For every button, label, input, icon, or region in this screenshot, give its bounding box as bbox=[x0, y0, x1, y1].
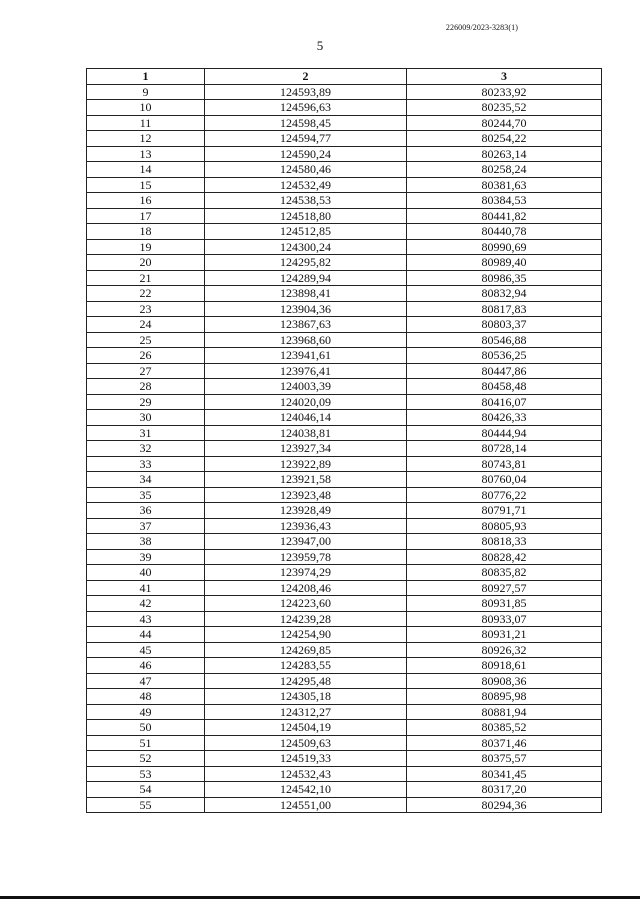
x-coordinate-cell: 124551,00 bbox=[205, 797, 407, 813]
x-coordinate-cell: 124519,33 bbox=[205, 751, 407, 767]
y-coordinate-cell: 80444,94 bbox=[407, 425, 602, 441]
x-coordinate-cell: 124295,48 bbox=[205, 673, 407, 689]
x-coordinate-cell: 123898,41 bbox=[205, 286, 407, 302]
table-row bbox=[87, 363, 602, 379]
y-coordinate-cell: 80384,53 bbox=[407, 193, 602, 209]
y-coordinate-cell: 80371,46 bbox=[407, 735, 602, 751]
y-coordinate-cell: 80881,94 bbox=[407, 704, 602, 720]
point-number-cell: 33 bbox=[87, 456, 205, 472]
table-row bbox=[87, 100, 602, 116]
x-coordinate-cell: 124289,94 bbox=[205, 270, 407, 286]
x-coordinate-cell: 124312,27 bbox=[205, 704, 407, 720]
x-coordinate-cell: 124504,19 bbox=[205, 720, 407, 736]
point-number-cell: 9 bbox=[87, 84, 205, 100]
table-row bbox=[87, 782, 602, 798]
x-coordinate-cell: 124532,43 bbox=[205, 766, 407, 782]
point-number-cell: 37 bbox=[87, 518, 205, 534]
x-coordinate-cell: 124594,77 bbox=[205, 131, 407, 147]
y-coordinate-cell: 80989,40 bbox=[407, 255, 602, 271]
point-number-cell: 44 bbox=[87, 627, 205, 643]
y-coordinate-cell: 80908,36 bbox=[407, 673, 602, 689]
table-row bbox=[87, 735, 602, 751]
x-coordinate-cell: 124038,81 bbox=[205, 425, 407, 441]
coordinates-table bbox=[86, 68, 602, 813]
point-number-cell: 30 bbox=[87, 410, 205, 426]
y-coordinate-cell: 80918,61 bbox=[407, 658, 602, 674]
table-row bbox=[87, 146, 602, 162]
table-row bbox=[87, 131, 602, 147]
point-number-cell: 26 bbox=[87, 348, 205, 364]
table-row bbox=[87, 720, 602, 736]
column-header-2: 2 bbox=[205, 69, 407, 85]
point-number-cell: 40 bbox=[87, 565, 205, 581]
y-coordinate-cell: 80931,85 bbox=[407, 596, 602, 612]
point-number-cell: 39 bbox=[87, 549, 205, 565]
table-row bbox=[87, 518, 602, 534]
x-coordinate-cell: 124518,80 bbox=[205, 208, 407, 224]
y-coordinate-cell: 80832,94 bbox=[407, 286, 602, 302]
y-coordinate-cell: 80805,93 bbox=[407, 518, 602, 534]
point-number-cell: 42 bbox=[87, 596, 205, 612]
point-number-cell: 48 bbox=[87, 689, 205, 705]
x-coordinate-cell: 124020,09 bbox=[205, 394, 407, 410]
point-number-cell: 27 bbox=[87, 363, 205, 379]
table-row bbox=[87, 689, 602, 705]
table-row bbox=[87, 611, 602, 627]
x-coordinate-cell: 124003,39 bbox=[205, 379, 407, 395]
table-row bbox=[87, 317, 602, 333]
x-coordinate-cell: 123922,89 bbox=[205, 456, 407, 472]
table-row bbox=[87, 534, 602, 550]
point-number-cell: 36 bbox=[87, 503, 205, 519]
table-row bbox=[87, 766, 602, 782]
y-coordinate-cell: 80294,36 bbox=[407, 797, 602, 813]
y-coordinate-cell: 80927,57 bbox=[407, 580, 602, 596]
y-coordinate-cell: 80760,04 bbox=[407, 472, 602, 488]
x-coordinate-cell: 124295,82 bbox=[205, 255, 407, 271]
x-coordinate-cell: 124046,14 bbox=[205, 410, 407, 426]
point-number-cell: 16 bbox=[87, 193, 205, 209]
x-coordinate-cell: 124208,46 bbox=[205, 580, 407, 596]
point-number-cell: 17 bbox=[87, 208, 205, 224]
document-number: 226009/2023-3283(1) bbox=[445, 23, 518, 32]
bottom-scan-edge bbox=[0, 896, 640, 899]
y-coordinate-cell: 80828,42 bbox=[407, 549, 602, 565]
point-number-cell: 53 bbox=[87, 766, 205, 782]
table-row bbox=[87, 193, 602, 209]
table-row bbox=[87, 627, 602, 643]
y-coordinate-cell: 80546,88 bbox=[407, 332, 602, 348]
table-row bbox=[87, 642, 602, 658]
point-number-cell: 38 bbox=[87, 534, 205, 550]
table-row bbox=[87, 255, 602, 271]
x-coordinate-cell: 124509,63 bbox=[205, 735, 407, 751]
x-coordinate-cell: 123923,48 bbox=[205, 487, 407, 503]
point-number-cell: 12 bbox=[87, 131, 205, 147]
point-number-cell: 21 bbox=[87, 270, 205, 286]
x-coordinate-cell: 124542,10 bbox=[205, 782, 407, 798]
y-coordinate-cell: 80447,86 bbox=[407, 363, 602, 379]
y-coordinate-cell: 80990,69 bbox=[407, 239, 602, 255]
point-number-cell: 52 bbox=[87, 751, 205, 767]
x-coordinate-cell: 124538,53 bbox=[205, 193, 407, 209]
table-row bbox=[87, 239, 602, 255]
x-coordinate-cell: 124593,89 bbox=[205, 84, 407, 100]
x-coordinate-cell: 124590,24 bbox=[205, 146, 407, 162]
table-row bbox=[87, 208, 602, 224]
table-row bbox=[87, 379, 602, 395]
table-row bbox=[87, 503, 602, 519]
table-row bbox=[87, 115, 602, 131]
point-number-cell: 23 bbox=[87, 301, 205, 317]
y-coordinate-cell: 80728,14 bbox=[407, 441, 602, 457]
table-body bbox=[87, 84, 602, 813]
x-coordinate-cell: 124596,63 bbox=[205, 100, 407, 116]
point-number-cell: 24 bbox=[87, 317, 205, 333]
table-row bbox=[87, 673, 602, 689]
point-number-cell: 46 bbox=[87, 658, 205, 674]
point-number-cell: 15 bbox=[87, 177, 205, 193]
x-coordinate-cell: 123867,63 bbox=[205, 317, 407, 333]
table-row bbox=[87, 348, 602, 364]
table-row bbox=[87, 565, 602, 581]
table-row bbox=[87, 658, 602, 674]
table-row bbox=[87, 580, 602, 596]
point-number-cell: 32 bbox=[87, 441, 205, 457]
table-header bbox=[87, 69, 602, 85]
y-coordinate-cell: 80818,33 bbox=[407, 534, 602, 550]
column-header-1: 1 bbox=[87, 69, 205, 85]
table-row bbox=[87, 441, 602, 457]
point-number-cell: 34 bbox=[87, 472, 205, 488]
table-row bbox=[87, 332, 602, 348]
x-coordinate-cell: 123947,00 bbox=[205, 534, 407, 550]
y-coordinate-cell: 80416,07 bbox=[407, 394, 602, 410]
y-coordinate-cell: 80263,14 bbox=[407, 146, 602, 162]
point-number-cell: 13 bbox=[87, 146, 205, 162]
table-row bbox=[87, 487, 602, 503]
point-number-cell: 31 bbox=[87, 425, 205, 441]
x-coordinate-cell: 123904,36 bbox=[205, 301, 407, 317]
point-number-cell: 35 bbox=[87, 487, 205, 503]
y-coordinate-cell: 80835,82 bbox=[407, 565, 602, 581]
point-number-cell: 18 bbox=[87, 224, 205, 240]
x-coordinate-cell: 123927,34 bbox=[205, 441, 407, 457]
x-coordinate-cell: 123941,61 bbox=[205, 348, 407, 364]
x-coordinate-cell: 124580,46 bbox=[205, 162, 407, 178]
point-number-cell: 14 bbox=[87, 162, 205, 178]
y-coordinate-cell: 80233,92 bbox=[407, 84, 602, 100]
x-coordinate-cell: 124239,28 bbox=[205, 611, 407, 627]
table-row bbox=[87, 704, 602, 720]
table-row bbox=[87, 394, 602, 410]
point-number-cell: 49 bbox=[87, 704, 205, 720]
point-number-cell: 22 bbox=[87, 286, 205, 302]
y-coordinate-cell: 80743,81 bbox=[407, 456, 602, 472]
point-number-cell: 19 bbox=[87, 239, 205, 255]
y-coordinate-cell: 80933,07 bbox=[407, 611, 602, 627]
y-coordinate-cell: 80317,20 bbox=[407, 782, 602, 798]
table-row bbox=[87, 224, 602, 240]
y-coordinate-cell: 80803,37 bbox=[407, 317, 602, 333]
y-coordinate-cell: 80235,52 bbox=[407, 100, 602, 116]
point-number-cell: 25 bbox=[87, 332, 205, 348]
point-number-cell: 51 bbox=[87, 735, 205, 751]
y-coordinate-cell: 80254,22 bbox=[407, 131, 602, 147]
x-coordinate-cell: 124283,55 bbox=[205, 658, 407, 674]
x-coordinate-cell: 124532,49 bbox=[205, 177, 407, 193]
y-coordinate-cell: 80931,21 bbox=[407, 627, 602, 643]
table-row bbox=[87, 162, 602, 178]
y-coordinate-cell: 80381,63 bbox=[407, 177, 602, 193]
x-coordinate-cell: 123974,29 bbox=[205, 565, 407, 581]
table-row bbox=[87, 751, 602, 767]
table-row bbox=[87, 84, 602, 100]
y-coordinate-cell: 80244,70 bbox=[407, 115, 602, 131]
x-coordinate-cell: 124598,45 bbox=[205, 115, 407, 131]
header-row bbox=[87, 69, 602, 85]
table-row bbox=[87, 472, 602, 488]
y-coordinate-cell: 80986,35 bbox=[407, 270, 602, 286]
point-number-cell: 55 bbox=[87, 797, 205, 813]
y-coordinate-cell: 80258,24 bbox=[407, 162, 602, 178]
x-coordinate-cell: 123959,78 bbox=[205, 549, 407, 565]
table-row bbox=[87, 797, 602, 813]
page-number: 5 bbox=[316, 38, 324, 53]
point-number-cell: 11 bbox=[87, 115, 205, 131]
table-row bbox=[87, 270, 602, 286]
y-coordinate-cell: 80791,71 bbox=[407, 503, 602, 519]
point-number-cell: 20 bbox=[87, 255, 205, 271]
table-row bbox=[87, 410, 602, 426]
y-coordinate-cell: 80536,25 bbox=[407, 348, 602, 364]
y-coordinate-cell: 80385,52 bbox=[407, 720, 602, 736]
table-row bbox=[87, 301, 602, 317]
y-coordinate-cell: 80375,57 bbox=[407, 751, 602, 767]
point-number-cell: 54 bbox=[87, 782, 205, 798]
y-coordinate-cell: 80817,83 bbox=[407, 301, 602, 317]
table-row bbox=[87, 596, 602, 612]
table-row bbox=[87, 286, 602, 302]
y-coordinate-cell: 80341,45 bbox=[407, 766, 602, 782]
x-coordinate-cell: 123968,60 bbox=[205, 332, 407, 348]
y-coordinate-cell: 80926,32 bbox=[407, 642, 602, 658]
x-coordinate-cell: 124269,85 bbox=[205, 642, 407, 658]
x-coordinate-cell: 123976,41 bbox=[205, 363, 407, 379]
column-header-3: 3 bbox=[407, 69, 602, 85]
x-coordinate-cell: 124254,90 bbox=[205, 627, 407, 643]
table-row bbox=[87, 456, 602, 472]
x-coordinate-cell: 124512,85 bbox=[205, 224, 407, 240]
x-coordinate-cell: 124305,18 bbox=[205, 689, 407, 705]
y-coordinate-cell: 80426,33 bbox=[407, 410, 602, 426]
y-coordinate-cell: 80441,82 bbox=[407, 208, 602, 224]
point-number-cell: 29 bbox=[87, 394, 205, 410]
point-number-cell: 47 bbox=[87, 673, 205, 689]
x-coordinate-cell: 123936,43 bbox=[205, 518, 407, 534]
point-number-cell: 50 bbox=[87, 720, 205, 736]
x-coordinate-cell: 123928,49 bbox=[205, 503, 407, 519]
y-coordinate-cell: 80895,98 bbox=[407, 689, 602, 705]
y-coordinate-cell: 80458,48 bbox=[407, 379, 602, 395]
point-number-cell: 45 bbox=[87, 642, 205, 658]
y-coordinate-cell: 80440,78 bbox=[407, 224, 602, 240]
x-coordinate-cell: 124223,60 bbox=[205, 596, 407, 612]
table-row bbox=[87, 425, 602, 441]
x-coordinate-cell: 124300,24 bbox=[205, 239, 407, 255]
table-row bbox=[87, 177, 602, 193]
point-number-cell: 43 bbox=[87, 611, 205, 627]
point-number-cell: 28 bbox=[87, 379, 205, 395]
table-row bbox=[87, 549, 602, 565]
y-coordinate-cell: 80776,22 bbox=[407, 487, 602, 503]
x-coordinate-cell: 123921,58 bbox=[205, 472, 407, 488]
point-number-cell: 10 bbox=[87, 100, 205, 116]
point-number-cell: 41 bbox=[87, 580, 205, 596]
